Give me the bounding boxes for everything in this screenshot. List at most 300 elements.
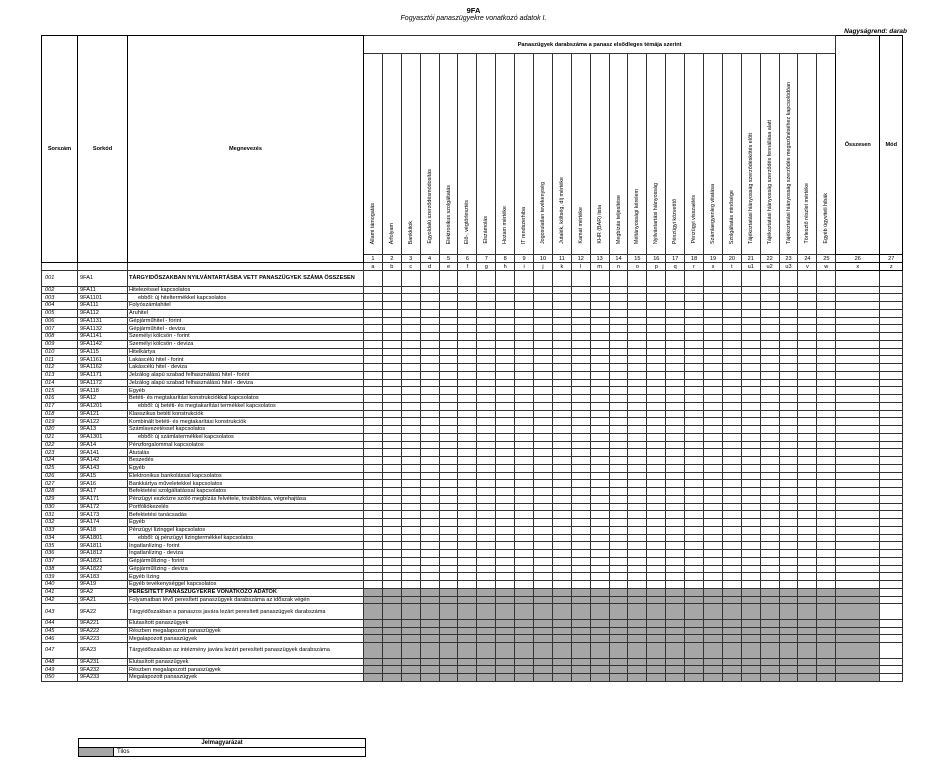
data-cell[interactable] (817, 379, 836, 387)
data-cell[interactable] (552, 418, 571, 426)
data-cell[interactable] (439, 503, 458, 511)
data-cell[interactable] (534, 526, 553, 534)
data-cell[interactable] (571, 325, 590, 333)
data-cell[interactable] (609, 317, 628, 325)
data-cell[interactable] (685, 402, 704, 410)
data-cell[interactable] (439, 464, 458, 472)
data-cell[interactable] (628, 325, 647, 333)
data-cell[interactable] (496, 457, 515, 465)
data-cell[interactable] (722, 488, 741, 496)
data-cell[interactable] (666, 340, 685, 348)
data-cell[interactable] (364, 340, 383, 348)
data-cell[interactable] (722, 503, 741, 511)
data-cell[interactable] (628, 402, 647, 410)
data-cell[interactable] (609, 557, 628, 565)
data-cell[interactable] (628, 364, 647, 372)
data-cell[interactable] (760, 271, 779, 287)
data-cell[interactable] (420, 271, 439, 287)
data-cell[interactable] (364, 317, 383, 325)
data-cell[interactable] (439, 449, 458, 457)
data-cell[interactable] (722, 348, 741, 356)
data-cell[interactable] (401, 371, 420, 379)
data-cell[interactable] (836, 581, 880, 589)
data-cell[interactable] (779, 410, 798, 418)
data-cell[interactable] (364, 395, 383, 403)
data-cell[interactable] (628, 371, 647, 379)
data-cell[interactable] (571, 410, 590, 418)
data-cell[interactable] (779, 395, 798, 403)
data-cell[interactable] (534, 410, 553, 418)
data-cell[interactable] (420, 364, 439, 372)
data-cell[interactable] (760, 542, 779, 550)
data-cell[interactable] (496, 557, 515, 565)
data-cell[interactable] (666, 387, 685, 395)
data-cell[interactable] (552, 402, 571, 410)
data-cell[interactable] (817, 286, 836, 294)
data-cell[interactable] (515, 550, 534, 558)
data-cell[interactable] (817, 542, 836, 550)
data-cell[interactable] (609, 565, 628, 573)
data-cell[interactable] (382, 503, 401, 511)
data-cell[interactable] (836, 340, 880, 348)
data-cell[interactable] (420, 426, 439, 434)
data-cell[interactable] (496, 519, 515, 527)
data-cell[interactable] (571, 550, 590, 558)
data-cell[interactable] (817, 550, 836, 558)
data-cell[interactable] (722, 534, 741, 542)
data-cell[interactable] (477, 387, 496, 395)
data-cell[interactable] (382, 364, 401, 372)
data-cell[interactable] (571, 472, 590, 480)
data-cell[interactable] (704, 573, 723, 581)
data-cell[interactable] (704, 286, 723, 294)
data-cell[interactable] (760, 333, 779, 341)
data-cell[interactable] (817, 418, 836, 426)
data-cell[interactable] (364, 464, 383, 472)
data-cell[interactable] (590, 511, 609, 519)
data-cell[interactable] (685, 364, 704, 372)
data-cell[interactable] (515, 495, 534, 503)
data-cell[interactable] (439, 348, 458, 356)
data-cell[interactable] (817, 309, 836, 317)
data-cell[interactable] (609, 441, 628, 449)
data-cell[interactable] (741, 542, 760, 550)
data-cell[interactable] (628, 472, 647, 480)
data-cell[interactable] (571, 333, 590, 341)
data-cell[interactable] (515, 371, 534, 379)
data-cell[interactable] (779, 286, 798, 294)
data-cell[interactable] (760, 557, 779, 565)
data-cell[interactable] (647, 379, 666, 387)
data-cell[interactable] (609, 472, 628, 480)
data-cell[interactable] (515, 573, 534, 581)
data-cell[interactable] (880, 480, 903, 488)
data-cell[interactable] (515, 333, 534, 341)
data-cell[interactable] (477, 526, 496, 534)
data-cell[interactable] (590, 519, 609, 527)
data-cell[interactable] (590, 550, 609, 558)
data-cell[interactable] (496, 348, 515, 356)
data-cell[interactable] (458, 472, 477, 480)
data-cell[interactable] (458, 410, 477, 418)
data-cell[interactable] (666, 464, 685, 472)
data-cell[interactable] (647, 426, 666, 434)
data-cell[interactable] (666, 565, 685, 573)
data-cell[interactable] (685, 573, 704, 581)
data-cell[interactable] (552, 573, 571, 581)
data-cell[interactable] (458, 542, 477, 550)
data-cell[interactable] (552, 317, 571, 325)
data-cell[interactable] (685, 426, 704, 434)
data-cell[interactable] (364, 294, 383, 302)
data-cell[interactable] (779, 309, 798, 317)
data-cell[interactable] (590, 534, 609, 542)
data-cell[interactable] (779, 488, 798, 496)
data-cell[interactable] (685, 449, 704, 457)
data-cell[interactable] (722, 325, 741, 333)
data-cell[interactable] (704, 565, 723, 573)
data-cell[interactable] (798, 449, 817, 457)
data-cell[interactable] (420, 371, 439, 379)
data-cell[interactable] (496, 317, 515, 325)
data-cell[interactable] (741, 309, 760, 317)
data-cell[interactable] (817, 573, 836, 581)
data-cell[interactable] (382, 526, 401, 534)
data-cell[interactable] (685, 495, 704, 503)
data-cell[interactable] (722, 286, 741, 294)
data-cell[interactable] (647, 387, 666, 395)
data-cell[interactable] (609, 488, 628, 496)
data-cell[interactable] (496, 294, 515, 302)
data-cell[interactable] (628, 449, 647, 457)
data-cell[interactable] (458, 573, 477, 581)
data-cell[interactable] (571, 433, 590, 441)
data-cell[interactable] (382, 472, 401, 480)
data-cell[interactable] (704, 271, 723, 287)
data-cell[interactable] (628, 573, 647, 581)
data-cell[interactable] (571, 294, 590, 302)
data-cell[interactable] (439, 286, 458, 294)
data-cell[interactable] (458, 449, 477, 457)
data-cell[interactable] (628, 340, 647, 348)
data-cell[interactable] (722, 402, 741, 410)
data-cell[interactable] (590, 286, 609, 294)
data-cell[interactable] (798, 565, 817, 573)
data-cell[interactable] (722, 271, 741, 287)
data-cell[interactable] (666, 550, 685, 558)
data-cell[interactable] (647, 340, 666, 348)
data-cell[interactable] (647, 472, 666, 480)
data-cell[interactable] (647, 457, 666, 465)
data-cell[interactable] (515, 519, 534, 527)
data-cell[interactable] (364, 511, 383, 519)
data-cell[interactable] (571, 511, 590, 519)
data-cell[interactable] (704, 364, 723, 372)
data-cell[interactable] (836, 495, 880, 503)
data-cell[interactable] (779, 379, 798, 387)
data-cell[interactable] (534, 581, 553, 589)
data-cell[interactable] (439, 573, 458, 581)
data-cell[interactable] (515, 418, 534, 426)
data-cell[interactable] (760, 534, 779, 542)
data-cell[interactable] (685, 294, 704, 302)
data-cell[interactable] (722, 418, 741, 426)
data-cell[interactable] (534, 488, 553, 496)
data-cell[interactable] (420, 495, 439, 503)
data-cell[interactable] (401, 325, 420, 333)
data-cell[interactable] (364, 402, 383, 410)
data-cell[interactable] (590, 526, 609, 534)
data-cell[interactable] (704, 387, 723, 395)
data-cell[interactable] (685, 542, 704, 550)
data-cell[interactable] (817, 581, 836, 589)
data-cell[interactable] (571, 371, 590, 379)
data-cell[interactable] (647, 433, 666, 441)
data-cell[interactable] (798, 433, 817, 441)
data-cell[interactable] (609, 395, 628, 403)
data-cell[interactable] (704, 395, 723, 403)
data-cell[interactable] (364, 302, 383, 310)
data-cell[interactable] (704, 426, 723, 434)
data-cell[interactable] (798, 371, 817, 379)
data-cell[interactable] (880, 302, 903, 310)
data-cell[interactable] (647, 395, 666, 403)
data-cell[interactable] (458, 379, 477, 387)
data-cell[interactable] (534, 371, 553, 379)
data-cell[interactable] (609, 542, 628, 550)
data-cell[interactable] (666, 379, 685, 387)
data-cell[interactable] (439, 550, 458, 558)
data-cell[interactable] (666, 402, 685, 410)
data-cell[interactable] (458, 395, 477, 403)
data-cell[interactable] (647, 333, 666, 341)
data-cell[interactable] (420, 511, 439, 519)
data-cell[interactable] (401, 356, 420, 364)
data-cell[interactable] (798, 395, 817, 403)
data-cell[interactable] (401, 333, 420, 341)
data-cell[interactable] (571, 402, 590, 410)
data-cell[interactable] (458, 271, 477, 287)
data-cell[interactable] (880, 511, 903, 519)
data-cell[interactable] (515, 565, 534, 573)
data-cell[interactable] (647, 464, 666, 472)
data-cell[interactable] (477, 557, 496, 565)
data-cell[interactable] (401, 526, 420, 534)
data-cell[interactable] (552, 426, 571, 434)
data-cell[interactable] (741, 356, 760, 364)
data-cell[interactable] (647, 371, 666, 379)
data-cell[interactable] (817, 426, 836, 434)
data-cell[interactable] (817, 294, 836, 302)
data-cell[interactable] (628, 379, 647, 387)
data-cell[interactable] (534, 464, 553, 472)
data-cell[interactable] (628, 426, 647, 434)
data-cell[interactable] (685, 271, 704, 287)
data-cell[interactable] (420, 534, 439, 542)
data-cell[interactable] (534, 364, 553, 372)
data-cell[interactable] (364, 379, 383, 387)
data-cell[interactable] (722, 395, 741, 403)
data-cell[interactable] (760, 348, 779, 356)
data-cell[interactable] (364, 309, 383, 317)
data-cell[interactable] (817, 464, 836, 472)
data-cell[interactable] (760, 441, 779, 449)
data-cell[interactable] (880, 441, 903, 449)
data-cell[interactable] (666, 348, 685, 356)
data-cell[interactable] (704, 488, 723, 496)
data-cell[interactable] (666, 395, 685, 403)
data-cell[interactable] (798, 542, 817, 550)
data-cell[interactable] (571, 309, 590, 317)
data-cell[interactable] (836, 519, 880, 527)
data-cell[interactable] (590, 557, 609, 565)
data-cell[interactable] (477, 379, 496, 387)
data-cell[interactable] (741, 464, 760, 472)
data-cell[interactable] (685, 480, 704, 488)
data-cell[interactable] (741, 410, 760, 418)
data-cell[interactable] (628, 503, 647, 511)
data-cell[interactable] (779, 534, 798, 542)
data-cell[interactable] (779, 371, 798, 379)
data-cell[interactable] (760, 573, 779, 581)
data-cell[interactable] (647, 488, 666, 496)
data-cell[interactable] (534, 418, 553, 426)
data-cell[interactable] (760, 488, 779, 496)
data-cell[interactable] (401, 387, 420, 395)
data-cell[interactable] (779, 581, 798, 589)
data-cell[interactable] (836, 542, 880, 550)
data-cell[interactable] (798, 271, 817, 287)
data-cell[interactable] (420, 519, 439, 527)
data-cell[interactable] (534, 457, 553, 465)
data-cell[interactable] (836, 534, 880, 542)
data-cell[interactable] (609, 573, 628, 581)
data-cell[interactable] (590, 317, 609, 325)
data-cell[interactable] (571, 495, 590, 503)
data-cell[interactable] (685, 441, 704, 449)
data-cell[interactable] (722, 480, 741, 488)
data-cell[interactable] (496, 309, 515, 317)
data-cell[interactable] (704, 379, 723, 387)
data-cell[interactable] (722, 340, 741, 348)
data-cell[interactable] (590, 379, 609, 387)
data-cell[interactable] (364, 418, 383, 426)
data-cell[interactable] (880, 565, 903, 573)
data-cell[interactable] (741, 426, 760, 434)
data-cell[interactable] (817, 457, 836, 465)
data-cell[interactable] (364, 356, 383, 364)
data-cell[interactable] (722, 410, 741, 418)
data-cell[interactable] (798, 325, 817, 333)
data-cell[interactable] (552, 348, 571, 356)
data-cell[interactable] (382, 418, 401, 426)
data-cell[interactable] (798, 379, 817, 387)
data-cell[interactable] (722, 519, 741, 527)
data-cell[interactable] (590, 395, 609, 403)
data-cell[interactable] (685, 488, 704, 496)
data-cell[interactable] (382, 573, 401, 581)
data-cell[interactable] (880, 294, 903, 302)
data-cell[interactable] (741, 441, 760, 449)
data-cell[interactable] (420, 418, 439, 426)
data-cell[interactable] (458, 364, 477, 372)
data-cell[interactable] (382, 557, 401, 565)
data-cell[interactable] (685, 371, 704, 379)
data-cell[interactable] (628, 534, 647, 542)
data-cell[interactable] (439, 317, 458, 325)
data-cell[interactable] (458, 565, 477, 573)
data-cell[interactable] (496, 433, 515, 441)
data-cell[interactable] (439, 495, 458, 503)
data-cell[interactable] (534, 340, 553, 348)
data-cell[interactable] (401, 379, 420, 387)
data-cell[interactable] (685, 433, 704, 441)
data-cell[interactable] (458, 480, 477, 488)
data-cell[interactable] (401, 302, 420, 310)
data-cell[interactable] (496, 565, 515, 573)
data-cell[interactable] (496, 511, 515, 519)
data-cell[interactable] (496, 371, 515, 379)
data-cell[interactable] (401, 573, 420, 581)
data-cell[interactable] (704, 294, 723, 302)
data-cell[interactable] (722, 565, 741, 573)
data-cell[interactable] (496, 480, 515, 488)
data-cell[interactable] (609, 286, 628, 294)
data-cell[interactable] (382, 410, 401, 418)
data-cell[interactable] (722, 309, 741, 317)
data-cell[interactable] (571, 573, 590, 581)
data-cell[interactable] (420, 333, 439, 341)
data-cell[interactable] (836, 550, 880, 558)
data-cell[interactable] (534, 472, 553, 480)
data-cell[interactable] (477, 511, 496, 519)
data-cell[interactable] (590, 503, 609, 511)
data-cell[interactable] (477, 503, 496, 511)
data-cell[interactable] (534, 333, 553, 341)
data-cell[interactable] (364, 333, 383, 341)
data-cell[interactable] (477, 441, 496, 449)
data-cell[interactable] (609, 480, 628, 488)
data-cell[interactable] (798, 503, 817, 511)
data-cell[interactable] (880, 495, 903, 503)
data-cell[interactable] (760, 464, 779, 472)
data-cell[interactable] (628, 309, 647, 317)
data-cell[interactable] (880, 464, 903, 472)
data-cell[interactable] (880, 534, 903, 542)
data-cell[interactable] (420, 356, 439, 364)
data-cell[interactable] (401, 309, 420, 317)
data-cell[interactable] (666, 309, 685, 317)
data-cell[interactable] (515, 348, 534, 356)
data-cell[interactable] (439, 371, 458, 379)
data-cell[interactable] (609, 364, 628, 372)
data-cell[interactable] (685, 325, 704, 333)
data-cell[interactable] (880, 542, 903, 550)
data-cell[interactable] (552, 449, 571, 457)
data-cell[interactable] (722, 426, 741, 434)
data-cell[interactable] (552, 472, 571, 480)
data-cell[interactable] (798, 333, 817, 341)
data-cell[interactable] (609, 519, 628, 527)
data-cell[interactable] (590, 294, 609, 302)
data-cell[interactable] (779, 449, 798, 457)
data-cell[interactable] (880, 271, 903, 287)
data-cell[interactable] (439, 472, 458, 480)
data-cell[interactable] (534, 317, 553, 325)
data-cell[interactable] (382, 464, 401, 472)
data-cell[interactable] (458, 317, 477, 325)
data-cell[interactable] (458, 325, 477, 333)
